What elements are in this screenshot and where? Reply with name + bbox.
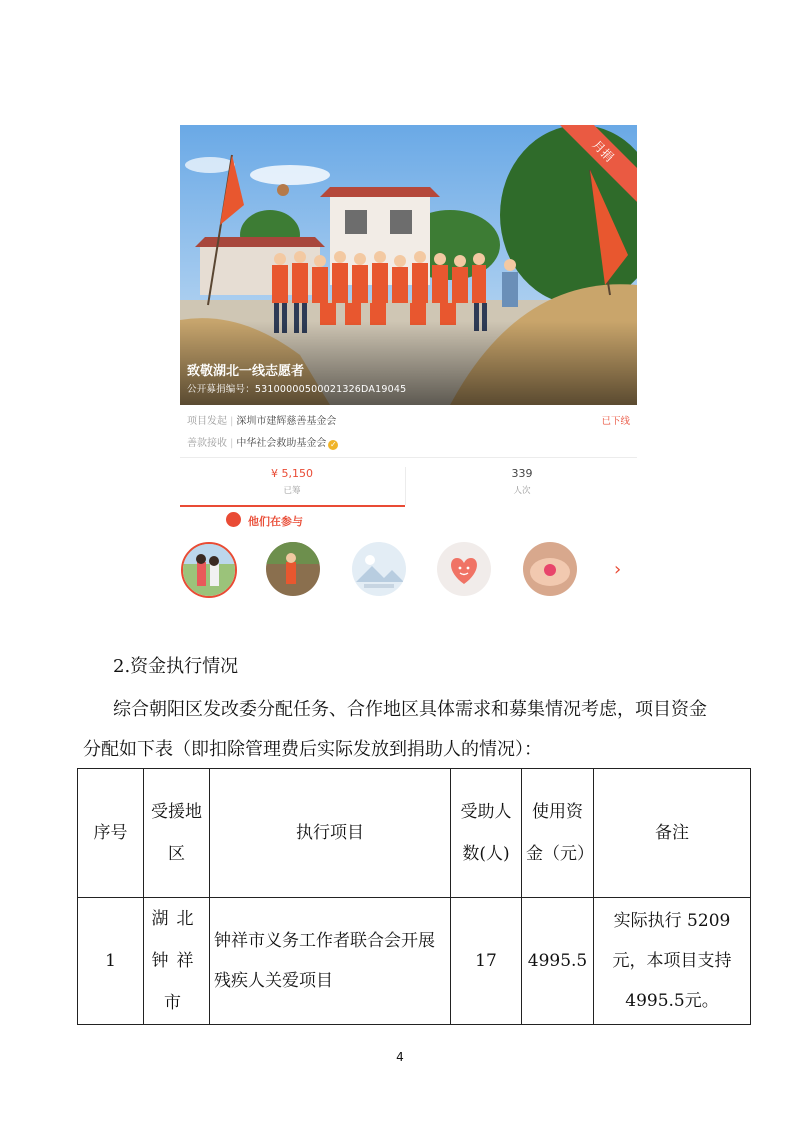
receiver-value[interactable]: 中华社会救助基金会 bbox=[236, 438, 327, 449]
header-cell: 备注 bbox=[594, 769, 751, 898]
paragraph-line-2: 分配如下表（即扣除管理费后实际发放到捐助人的情况）： bbox=[83, 739, 542, 760]
family-photo-avatar[interactable] bbox=[181, 542, 237, 598]
hero-title: 致敬湖北一线志愿者 bbox=[187, 364, 305, 379]
status-badge: 已下线 bbox=[601, 416, 630, 427]
header-cell: 执行项目 bbox=[210, 769, 451, 898]
cell-region: 湖北钟祥市 bbox=[144, 898, 210, 1025]
stat-separator bbox=[405, 467, 406, 505]
check-badge-icon: ✓ bbox=[330, 440, 337, 449]
stat-donors[interactable] bbox=[410, 467, 634, 496]
receiver-row: 善款接收 | 中华社会救助基金会 ✓ bbox=[187, 438, 337, 449]
initiator-row: 项目发起 | 深圳市建辉慈善基金会 bbox=[187, 416, 337, 427]
raised-amount: ¥ 5,150 bbox=[271, 467, 313, 480]
paragraph-line-1: 综合朝阳区发改委分配任务、合作地区具体需求和募集情况考虑，项目资金 bbox=[113, 699, 707, 720]
header-cell: 序号 bbox=[78, 769, 144, 898]
divider bbox=[180, 457, 637, 458]
initiator-value[interactable]: 深圳市建辉慈善基金会 bbox=[236, 416, 337, 427]
donor-count: 339 bbox=[511, 467, 533, 480]
outdoor-photo-avatar[interactable] bbox=[266, 542, 320, 596]
fund-allocation-table bbox=[77, 768, 751, 1025]
table-header-row bbox=[78, 769, 751, 898]
cell-no: 1 bbox=[78, 898, 144, 1025]
donation-project-card bbox=[180, 125, 637, 605]
table-row bbox=[78, 898, 751, 1025]
header-cell: 受援地区 bbox=[144, 769, 210, 898]
pin-circle-icon bbox=[226, 512, 241, 527]
receiver-label: 善款接收 bbox=[187, 438, 227, 449]
page-number: 4 bbox=[396, 1050, 404, 1064]
hand-flower-avatar[interactable] bbox=[523, 542, 577, 596]
heart-avatar[interactable] bbox=[437, 542, 491, 596]
cell-project: 钟祥市义务工作者联合会开展残疾人关爱项目 bbox=[210, 898, 451, 1025]
participants-heading bbox=[248, 513, 303, 529]
default-landscape-avatar[interactable] bbox=[352, 542, 406, 596]
stat-raised bbox=[180, 467, 404, 496]
header-cell: 使用资金（元） bbox=[522, 769, 594, 898]
header-cell: 受助人数(人) bbox=[451, 769, 522, 898]
cell-note: 实际执行 5209元，本项目支持4995.5元。 bbox=[594, 898, 751, 1025]
active-tab-indicator bbox=[180, 505, 405, 507]
section-heading: 2.资金执行情况 bbox=[113, 656, 239, 677]
monthly-donation-ribbon: 月捐 bbox=[552, 125, 637, 202]
project-hero-photo bbox=[180, 125, 637, 405]
raised-label: 已筹 bbox=[283, 486, 301, 496]
participants-title: 他们在参与 bbox=[248, 515, 303, 528]
cell-people: 17 bbox=[451, 898, 522, 1025]
initiator-label: 项目发起 bbox=[187, 416, 227, 427]
donor-label: 人次 bbox=[513, 486, 531, 496]
chevron-right-icon[interactable]: › bbox=[614, 559, 622, 580]
cell-amount: 4995.5 bbox=[522, 898, 594, 1025]
fundraising-number: 公开募捐编号：53100000500021326DA19045 bbox=[187, 384, 407, 395]
